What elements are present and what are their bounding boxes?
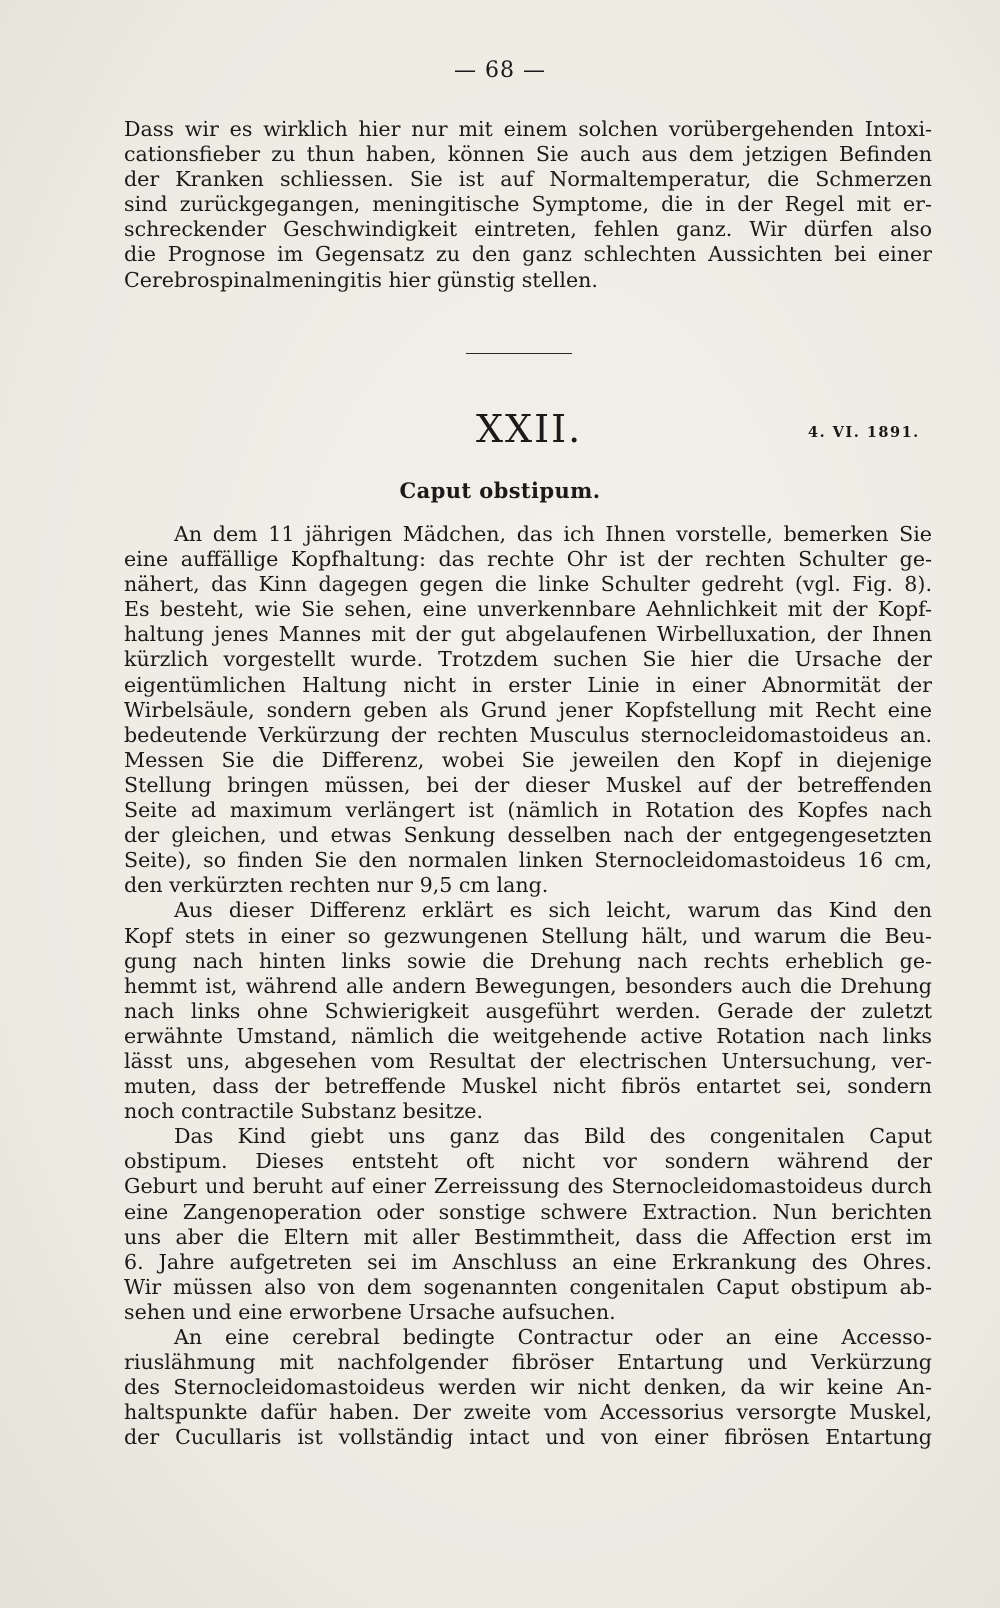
lecture-date: 4. VI. 1891. xyxy=(808,424,920,441)
text-line: Das Kind giebt uns ganz das Bild des congenitalen Caput xyxy=(174,1124,932,1149)
text-line: eigentümlichen Haltung nicht in erster Linie in einer Abnormität der xyxy=(124,672,932,697)
text-line: riuslähmung mit nachfolgender fibröser Entartung und Verkürzung xyxy=(124,1350,932,1375)
body-text xyxy=(124,522,932,1450)
text-line: Stellung bringen müssen, bei der dieser Muskel auf der betreffenden xyxy=(124,772,932,797)
text-line: haltspunkte dafür haben. Der zweite vom Accessorius versorgte Muskel, xyxy=(124,1400,932,1425)
text-line: sehen und eine erworbene Ursache aufsuchen. xyxy=(124,1299,616,1324)
text-line: der gleichen, und etwas Senkung desselben nach der entgegengesetzten xyxy=(124,823,932,848)
text-line: Dass wir es wirklich hier nur mit einem solchen vorübergehenden Intoxi- xyxy=(124,117,932,141)
text-line: haltung jenes Mannes mit der gut abgelaufenen Wirbelluxation, der Ihnen xyxy=(124,622,932,647)
text-line: kürzlich vorgestellt wurde. Trotzdem suchen Sie hier die Ursache der xyxy=(124,647,932,672)
text-line: noch contractile Substanz besitze. xyxy=(124,1099,484,1124)
text-line: Geburt und beruht auf einer Zerreissung des Sternocleidomastoideus durch xyxy=(124,1174,932,1199)
text-line: Kopf stets in einer so gezwungenen Stellung hält, und warum die Beu- xyxy=(124,923,932,948)
text-line: eine auffällige Kopfhaltung: das rechte Ohr ist der rechten Schulter ge- xyxy=(124,547,932,572)
text-line: uns aber die Eltern mit aller Bestimmtheit, dass die Affection erst im xyxy=(124,1224,932,1249)
text-line: den verkürzten rechten nur 9,5 cm lang. xyxy=(124,873,549,898)
section-divider xyxy=(466,353,572,354)
text-line: An dem 11 jährigen Mädchen, das ich Ihnen vorstelle, bemerken Sie xyxy=(174,522,932,546)
text-line: Messen Sie die Differenz, wobei Sie jeweilen den Kopf in diejenige xyxy=(124,747,932,772)
text-line: An eine cerebral bedingte Contractur oder an eine Accesso- xyxy=(174,1325,932,1349)
text-line: obstipum. Dieses entsteht oft nicht vor sondern während der xyxy=(124,1149,932,1174)
page-number: — 68 — xyxy=(454,58,546,83)
intro-paragraph xyxy=(124,117,932,293)
text-line: sind zurückgegangen, meningitische Symptome, die in der Regel mit er- xyxy=(124,192,932,217)
text-line: Seite ad maximum verlängert ist (nämlich in Rotation des Kopfes nach xyxy=(124,798,932,823)
text-line: lässt uns, abgesehen vom Resultat der electrischen Untersuchung, ver- xyxy=(124,1048,932,1073)
text-line: eine Zangenoperation oder sonstige schwere Extraction. Nun berichten xyxy=(124,1199,932,1224)
text-line: muten, dass der betreffende Muskel nicht fibrös entartet sei, sondern xyxy=(124,1074,932,1099)
text-line: cationsfieber zu thun haben, können Sie auch aus dem jetzigen Befinden xyxy=(124,142,932,167)
text-line: Aus dieser Differenz erklärt es sich leicht, warum das Kind den xyxy=(174,898,932,923)
text-line: bedeutende Verkürzung der rechten Musculus sternocleidomastoideus an. xyxy=(124,722,932,747)
text-line: Cerebrospinalmeningitis hier günstig stellen. xyxy=(124,267,598,292)
text-line: nach links ohne Schwierigkeit ausgeführt werden. Gerade der zuletzt xyxy=(124,998,932,1023)
section-title: Caput obstipum. xyxy=(399,478,601,503)
chapter-number: XXII. xyxy=(476,407,583,451)
text-line: 6. Jahre aufgetreten sei im Anschluss an eine Erkrankung des Ohres. xyxy=(124,1249,932,1274)
text-line: schreckender Geschwindigkeit eintreten, fehlen ganz. Wir dürfen also xyxy=(124,217,932,242)
text-line: Wir müssen also von dem sogenannten congenitalen Caput obstipum ab- xyxy=(124,1274,932,1299)
text-line: nähert, das Kinn dagegen gegen die linke Schulter gedreht (vgl. Fig. 8). xyxy=(124,572,932,597)
text-line: erwähnte Umstand, nämlich die weitgehende active Rotation nach links xyxy=(124,1023,932,1048)
text-line: Seite), so finden Sie den normalen linken Sternocleidomastoideus 16 cm, xyxy=(124,848,932,873)
text-line: die Prognose im Gegensatz zu den ganz schlechten Aussichten bei einer xyxy=(124,242,932,267)
text-line: Es besteht, wie Sie sehen, eine unverkennbare Aehnlichkeit mit der Kopf- xyxy=(124,597,932,622)
text-line: des Sternocleidomastoideus werden wir nicht denken, da wir keine An- xyxy=(124,1375,932,1400)
text-line: Wirbelsäule, sondern geben als Grund jener Kopfstellung mit Recht eine xyxy=(124,697,932,722)
text-line: gung nach hinten links sowie die Drehung nach rechts erheblich ge- xyxy=(124,948,932,973)
text-line: hemmt ist, während alle andern Bewegungen, besonders auch die Drehung xyxy=(124,973,932,998)
text-line: der Kranken schliessen. Sie ist auf Normaltemperatur, die Schmerzen xyxy=(124,167,932,192)
text-line: der Cucullaris ist vollständig intact und von einer fibrösen Entartung xyxy=(124,1425,932,1450)
